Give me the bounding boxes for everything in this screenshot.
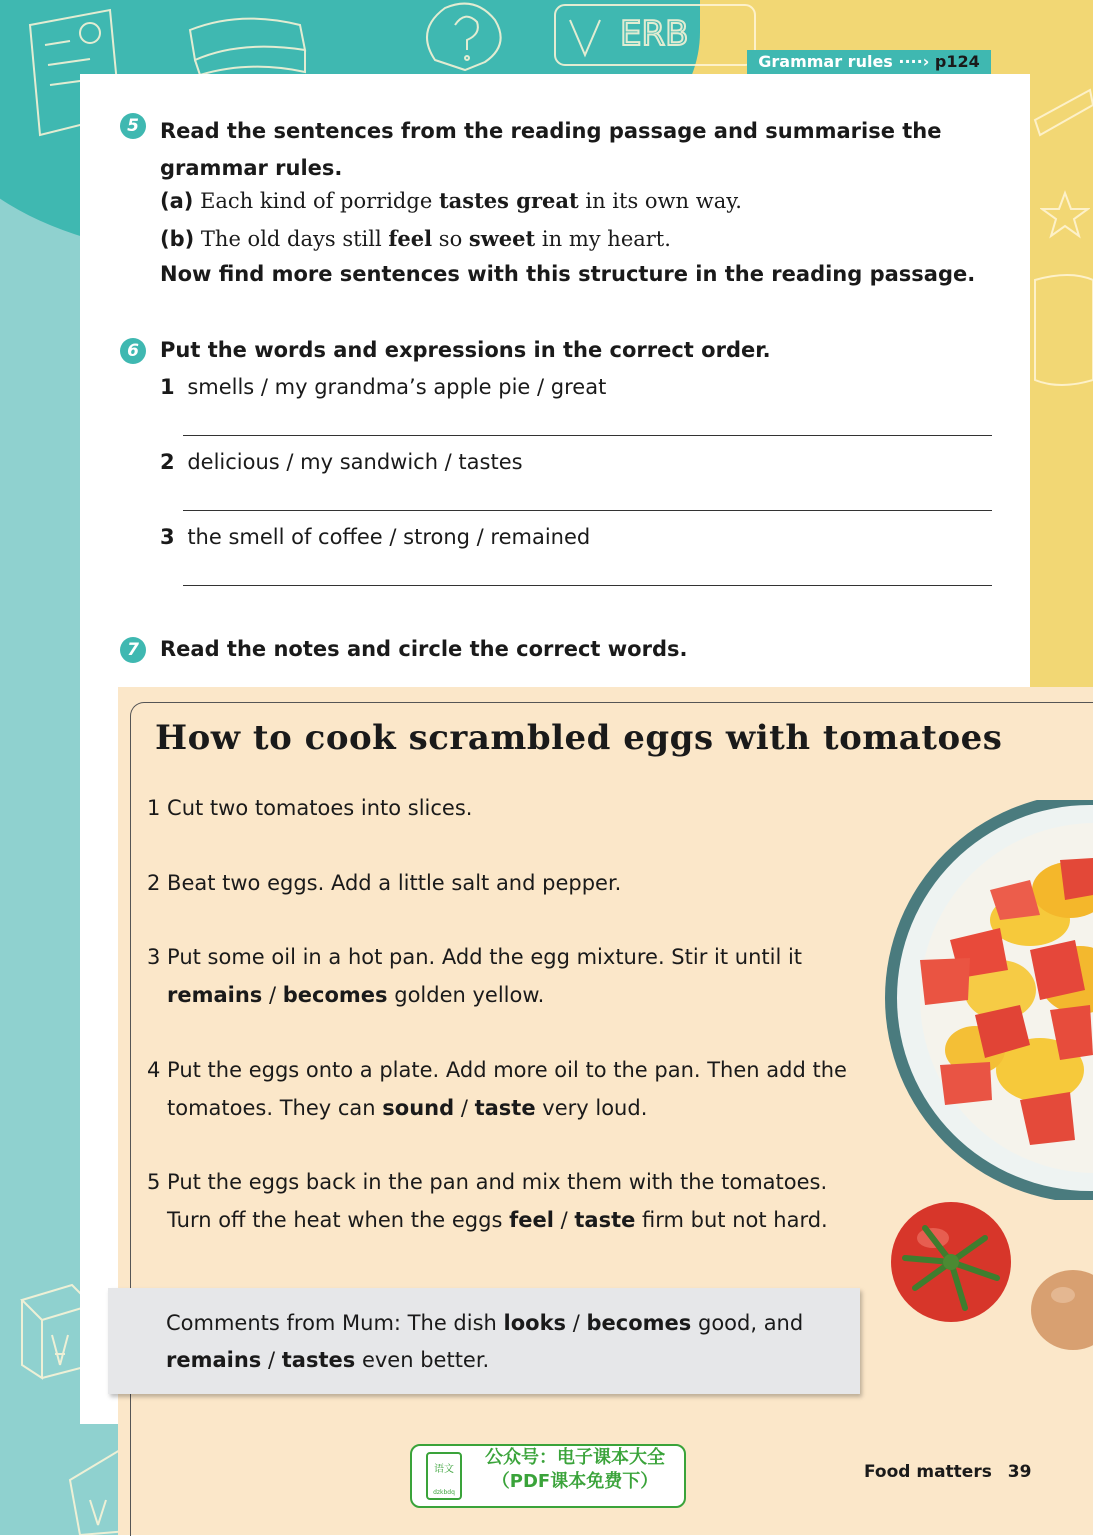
doodle-books-icon [180, 10, 320, 80]
step-4-start: tomatoes. They can [167, 1096, 376, 1120]
comments-end: even better. [361, 1348, 490, 1372]
item-2-number: 2 [160, 450, 175, 474]
sentence-a-text-1: Each kind of porridge [200, 189, 433, 213]
scrambled-eggs-tomatoes-image [880, 800, 1093, 1200]
step-3-end: golden yellow. [394, 983, 545, 1007]
step-3-option-becomes[interactable]: becomes [282, 983, 388, 1007]
question-6-item-3 [160, 525, 590, 549]
recipe-step-3-line1: 3 Put some oil in a hot pan. Add the egg mixture. Stir it until it [147, 945, 803, 969]
comments-slash-1: / [572, 1311, 580, 1335]
step-4-slash: / [460, 1096, 468, 1120]
question-5-badge: 5 [120, 113, 146, 139]
sentence-b-label: (b) [160, 227, 195, 251]
question-5-instruction-line2: grammar rules. [160, 156, 343, 180]
book-icon-label: 语文 [434, 1464, 454, 1475]
grammar-rules-arrow: ····› [898, 52, 930, 71]
step-5-option-feel[interactable]: feel [509, 1208, 554, 1232]
watermark-text [470, 1446, 680, 1494]
comments-mid: good, and [697, 1311, 804, 1335]
sentence-b-bold-1: feel [388, 226, 433, 251]
book-icon [426, 1452, 462, 1500]
item-3-number: 3 [160, 525, 175, 549]
step-4-end: very loud. [542, 1096, 648, 1120]
comments-text [166, 1305, 856, 1379]
egg-image [1018, 1265, 1093, 1355]
step-5-start: Turn off the heat when the eggs [167, 1208, 503, 1232]
grammar-rules-tag[interactable] [747, 50, 991, 74]
sentence-b-text-3: in my heart. [541, 227, 671, 251]
question-5-instruction [160, 113, 942, 187]
question-6-item-1 [160, 375, 606, 399]
sentence-b-text-1: The old days still [200, 227, 382, 251]
comments-option-remains[interactable]: remains [166, 1348, 262, 1372]
question-5-sentence-b [160, 226, 671, 251]
svg-text:ERB: ERB [620, 14, 689, 54]
sentence-a-label: (a) [160, 189, 194, 213]
question-6-instruction: Put the words and expressions in the correct order. [160, 338, 771, 362]
question-5-sentence-a [160, 188, 742, 213]
sentence-a-bold: tastes great [438, 188, 579, 213]
recipe-step-4-line1: 4 Put the eggs onto a plate. Add more oil to the pan. Then add the [147, 1058, 847, 1082]
step-3-slash: / [269, 983, 277, 1007]
step-5-option-taste[interactable]: taste [574, 1208, 636, 1232]
watermark-line1: 公众号：电子课本大全 [485, 1447, 665, 1468]
question-5-instruction-line1: Read the sentences from the reading passage and summarise the [160, 119, 942, 143]
grammar-rules-page: p124 [934, 52, 980, 71]
tomato-image [885, 1198, 1020, 1323]
doodle-pencil-icon [1030, 80, 1093, 150]
step-5-slash: / [560, 1208, 568, 1232]
sentence-a-text-2: in its own way. [585, 189, 742, 213]
doodle-verb-icon [550, 0, 770, 70]
item-3-text: the smell of coffee / strong / remained [187, 525, 591, 549]
watermark-line2: （PDF课本免费下） [491, 1471, 659, 1492]
comments-option-tastes[interactable]: tastes [281, 1348, 356, 1372]
question-7-instruction: Read the notes and circle the correct words. [160, 637, 688, 661]
item-1-number: 1 [160, 375, 175, 399]
doodle-journal-icon [1030, 270, 1093, 390]
answer-line-2[interactable] [183, 510, 992, 511]
comments-prefix: Comments from Mum: The dish [166, 1311, 497, 1335]
answer-line-1[interactable] [183, 435, 992, 436]
grammar-rules-label: Grammar rules [758, 52, 893, 71]
step-3-option-remains[interactable]: remains [167, 983, 263, 1007]
comments-option-looks[interactable]: looks [503, 1311, 567, 1335]
sentence-b-bold-2: sweet [468, 226, 536, 251]
comments-slash-2: / [268, 1348, 276, 1372]
question-6-badge: 6 [120, 338, 146, 364]
question-5-follow-up: Now find more sentences with this structure in the reading passage. [160, 262, 976, 286]
footer-page-number: 39 [1007, 1462, 1032, 1482]
recipe-step-2: 2 Beat two eggs. Add a little salt and pepper. [147, 871, 622, 895]
question-7-badge: 7 [120, 637, 146, 663]
comments-option-becomes[interactable]: becomes [586, 1311, 692, 1335]
step-5-end: firm but not hard. [642, 1208, 828, 1232]
question-6-item-2 [160, 450, 523, 474]
recipe-step-5-line1: 5 Put the eggs back in the pan and mix them with the tomatoes. [147, 1170, 828, 1194]
doodle-star-icon [1040, 190, 1090, 240]
doodle-question-icon [415, 0, 515, 75]
recipe-step-3 [147, 938, 802, 1014]
page-footer [864, 1462, 1031, 1482]
item-2-text: delicious / my sandwich / tastes [187, 450, 523, 474]
book-icon-sub: dzkbdq [433, 1489, 455, 1496]
recipe-step-5 [147, 1163, 828, 1239]
recipe-step-4 [147, 1051, 847, 1127]
answer-line-3[interactable] [183, 585, 992, 586]
sentence-b-text-2: so [438, 227, 463, 251]
recipe-title: How to cook scrambled eggs with tomatoes [155, 718, 1003, 758]
item-1-text: smells / my grandma’s apple pie / great [187, 375, 607, 399]
step-4-option-taste[interactable]: taste [474, 1096, 536, 1120]
recipe-step-1: 1 Cut two tomatoes into slices. [147, 796, 473, 820]
step-4-option-sound[interactable]: sound [382, 1096, 455, 1120]
footer-unit: Food matters [864, 1462, 992, 1482]
